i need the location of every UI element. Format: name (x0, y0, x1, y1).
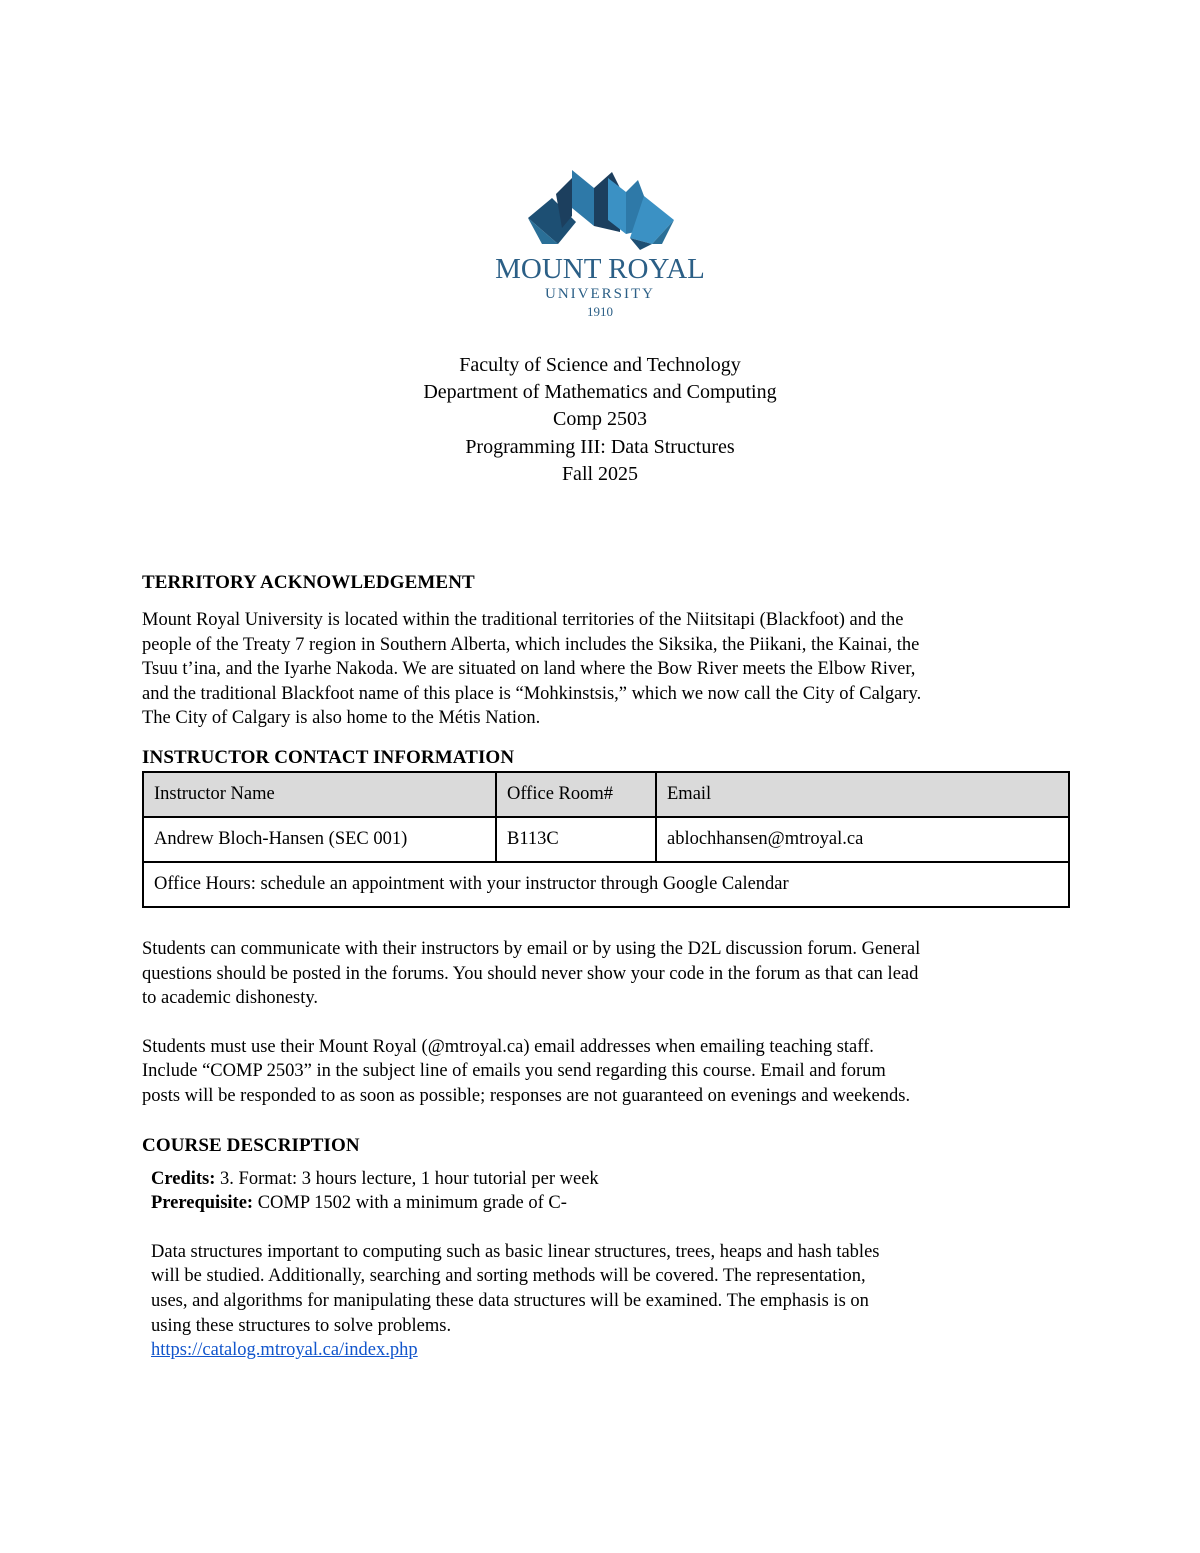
faculty-name: Faculty of Science and Technology (459, 354, 741, 376)
table-header-row (143, 772, 1069, 817)
description-line: using these structures to solve problems. (151, 1315, 452, 1336)
column-header-name: Instructor Name (143, 772, 496, 817)
table-row (143, 817, 1069, 862)
contact-table (142, 771, 1070, 908)
territory-line: and the traditional Blackfoot name of this place is “Mohkinstsis,” which we now call the City of Calgary. (142, 683, 922, 704)
email-policy-paragraph (142, 1035, 1062, 1109)
prerequisite-label: Prerequisite: (151, 1193, 254, 1214)
prerequisite-text: COMP 1502 with a minimum grade of C- (253, 1193, 567, 1214)
catalog-link[interactable]: https://catalog.mtroyal.ca/index.php (151, 1340, 418, 1361)
logo-wordmark: MOUNT ROYAL (495, 253, 705, 285)
column-header-office: Office Room# (496, 772, 656, 817)
credits-label: Credits: (151, 1168, 216, 1189)
email-policy-line: Students must use their Mount Royal (@mtroyal.ca) email addresses when emailing teaching staff. (142, 1036, 874, 1057)
prerequisite-line (151, 1191, 1062, 1216)
office-hours: Office Hours: schedule an appointment with your instructor through Google Calendar (143, 862, 1069, 907)
territory-heading: TERRITORY ACKNOWLEDGEMENT (142, 572, 475, 593)
department-name: Department of Mathematics and Computing (423, 381, 777, 404)
credits-line (151, 1167, 1062, 1192)
table-row-office-hours (143, 862, 1069, 907)
territory-line: Mount Royal University is located within the traditional territories of the Niitsitapi (Blackfoot) and the (142, 610, 904, 630)
territory-line: The City of Calgary is also home to the Métis Nation. (142, 708, 541, 729)
email-policy-line: Include “COMP 2503” in the subject line of emails you send regarding this course. Email and forum (142, 1061, 886, 1082)
course-description (151, 1167, 1062, 1363)
instructor-name: Andrew Bloch-Hansen (SEC 001) (143, 817, 496, 862)
course-description-heading: COURSE DESCRIPTION (142, 1134, 360, 1156)
communication-line: Students can communicate with their instructors by email or by using the D2L discussion forum. General (142, 938, 921, 959)
territory-paragraph (142, 608, 1062, 731)
logo-subtitle: UNIVERSITY (545, 286, 655, 302)
column-header-email: Email (656, 772, 1069, 817)
description-paragraph (151, 1240, 1062, 1363)
communication-paragraph (142, 937, 1062, 1011)
office-room: B113C (496, 817, 656, 862)
mountain-peaks-logo-icon (480, 168, 720, 320)
logo-year: 1910 (587, 304, 613, 319)
syllabus-content (142, 570, 1062, 1363)
contact-heading: INSTRUCTOR CONTACT INFORMATION (142, 746, 515, 768)
territory-line: Tsuu t’ina, and the Iyarhe Nakoda. We are situated on land where the Bow River meets the Elbow River, (142, 659, 916, 680)
mount-royal-logo (480, 168, 720, 320)
credits-text: 3. Format: 3 hours lecture, 1 hour tutorial per week (215, 1168, 599, 1189)
communication-line: questions should be posted in the forums. You should never show your code in the forum as that can lead (142, 963, 919, 984)
description-line: will be studied. Additionally, searching and sorting methods will be covered. The representation, (151, 1266, 866, 1287)
email-policy-line: posts will be responded to as soon as possible; responses are not guaranteed on evenings and weekends. (142, 1085, 911, 1106)
course-code: Comp 2503 (553, 408, 647, 431)
description-line: uses, and algorithms for manipulating these data structures will be examined. The emphasis is on (151, 1290, 869, 1311)
course-title: Programming III: Data Structures (465, 435, 735, 458)
description-line: Data structures important to computing such as basic linear structures, trees, heaps and hash tables (151, 1241, 880, 1262)
territory-line: people of the Treaty 7 region in Southern Alberta, which includes the Siksika, the Piikani, the Kainai, the (142, 634, 920, 655)
instructor-email: ablochhansen@mtroyal.ca (656, 817, 1069, 862)
communication-line: to academic dishonesty. (142, 988, 319, 1009)
course-header (0, 352, 1200, 488)
course-term: Fall 2025 (561, 462, 639, 485)
